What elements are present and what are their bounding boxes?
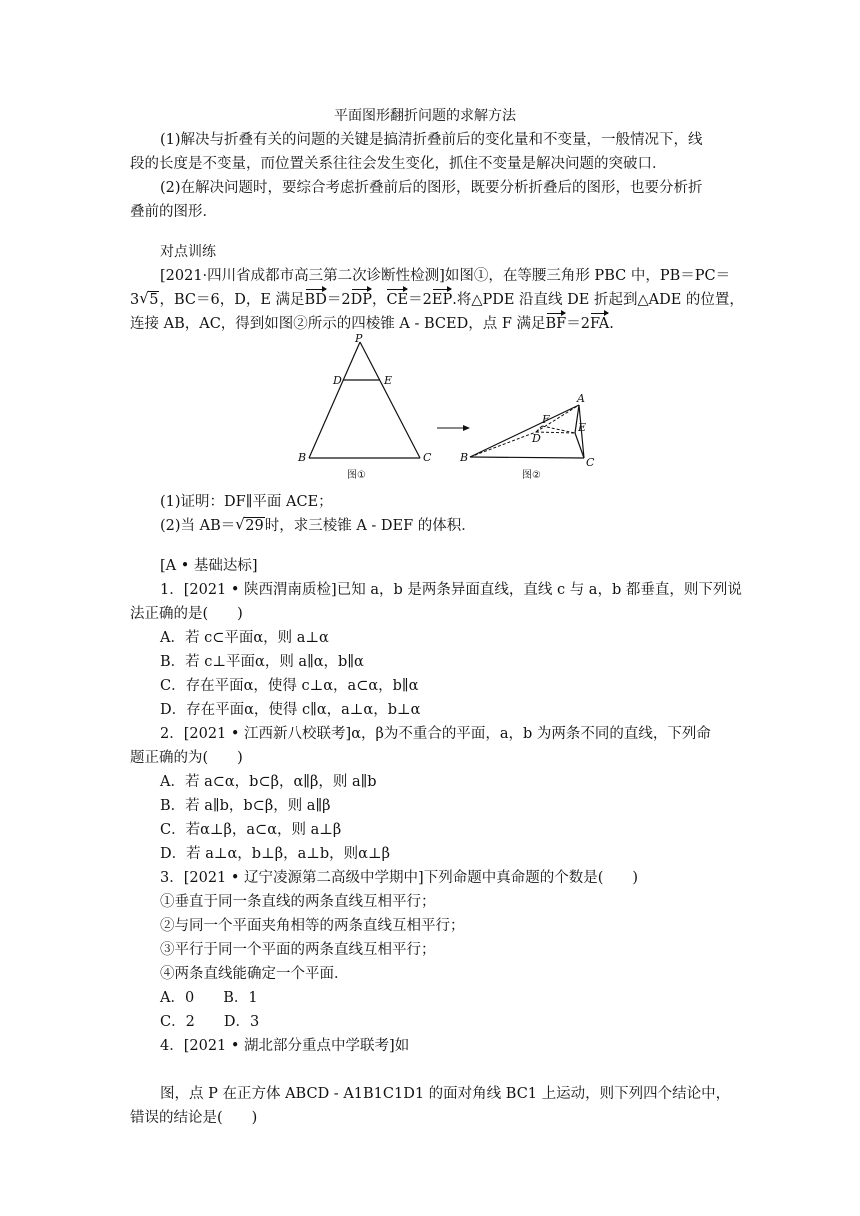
method-paragraph-2-line-1: (2)在解决问题时，要综合考虑折叠前后的图形，既要分析折叠后的图形，也要分析折 [160, 180, 703, 196]
q1-option-d: D．存在平面α，使得 c∥α，a⊥α，b⊥α [160, 702, 421, 718]
sqrt-expression: √ 29 [235, 514, 264, 538]
q4-stem-line-1: 4．[2021 • 湖北部分重点中学联考]如 [160, 1038, 410, 1054]
q3-stem: 3．[2021 • 辽宁凌源第二高级中学期中]下列命题中真命题的个数是( ) [160, 870, 639, 886]
q1-option-c: C．存在平面α，使得 c⊥α，a⊂α，b∥α [160, 678, 419, 694]
vector-ep: EP [432, 288, 452, 312]
vector-fa: FA [590, 312, 609, 336]
q4-stem-line-2: 图，点 P 在正方体 ABCD - A1B1C1D1 的面对角线 BC1 上运动，则下列四个结论中， [160, 1086, 731, 1102]
folding-figures [280, 330, 620, 486]
label-p: P [355, 332, 363, 345]
vector-dp: DP [351, 288, 372, 312]
arrow-icon [437, 425, 470, 431]
label-c2: C [586, 456, 595, 469]
figure-2-caption: 图② [522, 470, 541, 481]
vector-bf: BF [546, 312, 567, 336]
figure-2-pyramid [459, 392, 595, 481]
label-d: D [333, 374, 342, 387]
practice-line-1: [2021·四川省成都市高三第二次诊断性检测]如图①，在等腰三角形 PBC 中，PB＝PC＝ [160, 268, 731, 284]
label-d2: D [532, 432, 541, 445]
practice-heading: 对点训练 [160, 244, 216, 260]
sqrt-expression: √ 5 [139, 288, 159, 312]
label-f: F [542, 413, 550, 426]
q2-stem-line-1: 2．[2021 • 江西新八校联考]α，β为不重合的平面，a，b 为两条不同的直线，下列命 [160, 726, 711, 742]
q1-stem-line-1: 1．[2021 • 陕西渭南质检]已知 a，b 是两条异面直线，直线 c 与 a，b 都垂直，则下列说 [160, 582, 742, 598]
q2-option-a: A．若 a⊂α，b⊂β，α∥β，则 a∥b [160, 774, 377, 790]
figure-1-caption: 图① [347, 470, 366, 481]
q2-option-b: B．若 a∥b，b⊂β，则 a∥β [160, 798, 331, 814]
method-paragraph-2-line-2: 叠前的图形． [130, 204, 217, 220]
q3-options-ab: A．0 B．1 [160, 990, 258, 1006]
practice-question-1: (1)证明：DF∥平面 ACE； [160, 494, 333, 510]
q3-options-cd: C．2 D．3 [160, 1014, 260, 1030]
q1-option-a: A．若 c⊂平面α，则 a⊥α [160, 630, 329, 646]
vector-bd: BD [305, 288, 327, 312]
page-title: 平面图形翻折问题的求解方法 [334, 108, 516, 124]
label-c: C [423, 451, 432, 464]
q3-statement-1: ①垂直于同一条直线的两条直线互相平行； [160, 894, 436, 910]
q4-stem-line-3: 错误的结论是( ) [130, 1110, 258, 1126]
practice-question-2: (2)当 AB＝√ 29时，求三棱锥 A - DEF 的体积． [160, 514, 476, 538]
practice-line-3: 连接 AB，AC，得到如图②所示的四棱锥 A - BCED，点 F 满足BF＝2FA. [130, 312, 614, 336]
vector-ce: CE [386, 288, 408, 312]
section-a-heading: [A • 基础达标] [160, 558, 258, 574]
figure-1-triangle [297, 332, 432, 481]
q1-stem-line-2: 法正确的是( ) [130, 606, 243, 622]
q1-option-b: B．若 c⊥平面α，则 a∥α，b∥α [160, 654, 364, 670]
q3-statement-2: ②与同一个平面夹角相等的两条直线互相平行； [160, 918, 465, 934]
practice-line-2: 3√ 5，BC＝6，D，E 满足BD＝2DP，CE＝2EP.将△PDE 沿直线 DE 折起到△ADE 的位置， [130, 288, 744, 312]
method-paragraph-1-line-2: 段的长度是不变量，而位置关系往往会发生变化，抓住不变量是解决问题的突破口． [130, 156, 667, 172]
label-e: E [384, 374, 393, 387]
label-a: A [577, 392, 585, 405]
label-b2: B [460, 451, 469, 464]
q3-statement-3: ③平行于同一个平面的两条直线互相平行； [160, 942, 436, 958]
q2-stem-line-2: 题正确的为( ) [130, 750, 243, 766]
q2-option-d: D．若 a⊥α，b⊥β，a⊥b，则α⊥β [160, 846, 390, 862]
q2-option-c: C．若α⊥β，a⊂α，则 a⊥β [160, 822, 342, 838]
label-b: B [298, 451, 307, 464]
q3-statement-4: ④两条直线能确定一个平面． [160, 966, 349, 982]
method-paragraph-1-line-1: (1)解决与折叠有关的问题的关键是搞清折叠前后的变化量和不变量，一般情况下，线 [160, 132, 703, 148]
label-e2: E [578, 421, 587, 434]
